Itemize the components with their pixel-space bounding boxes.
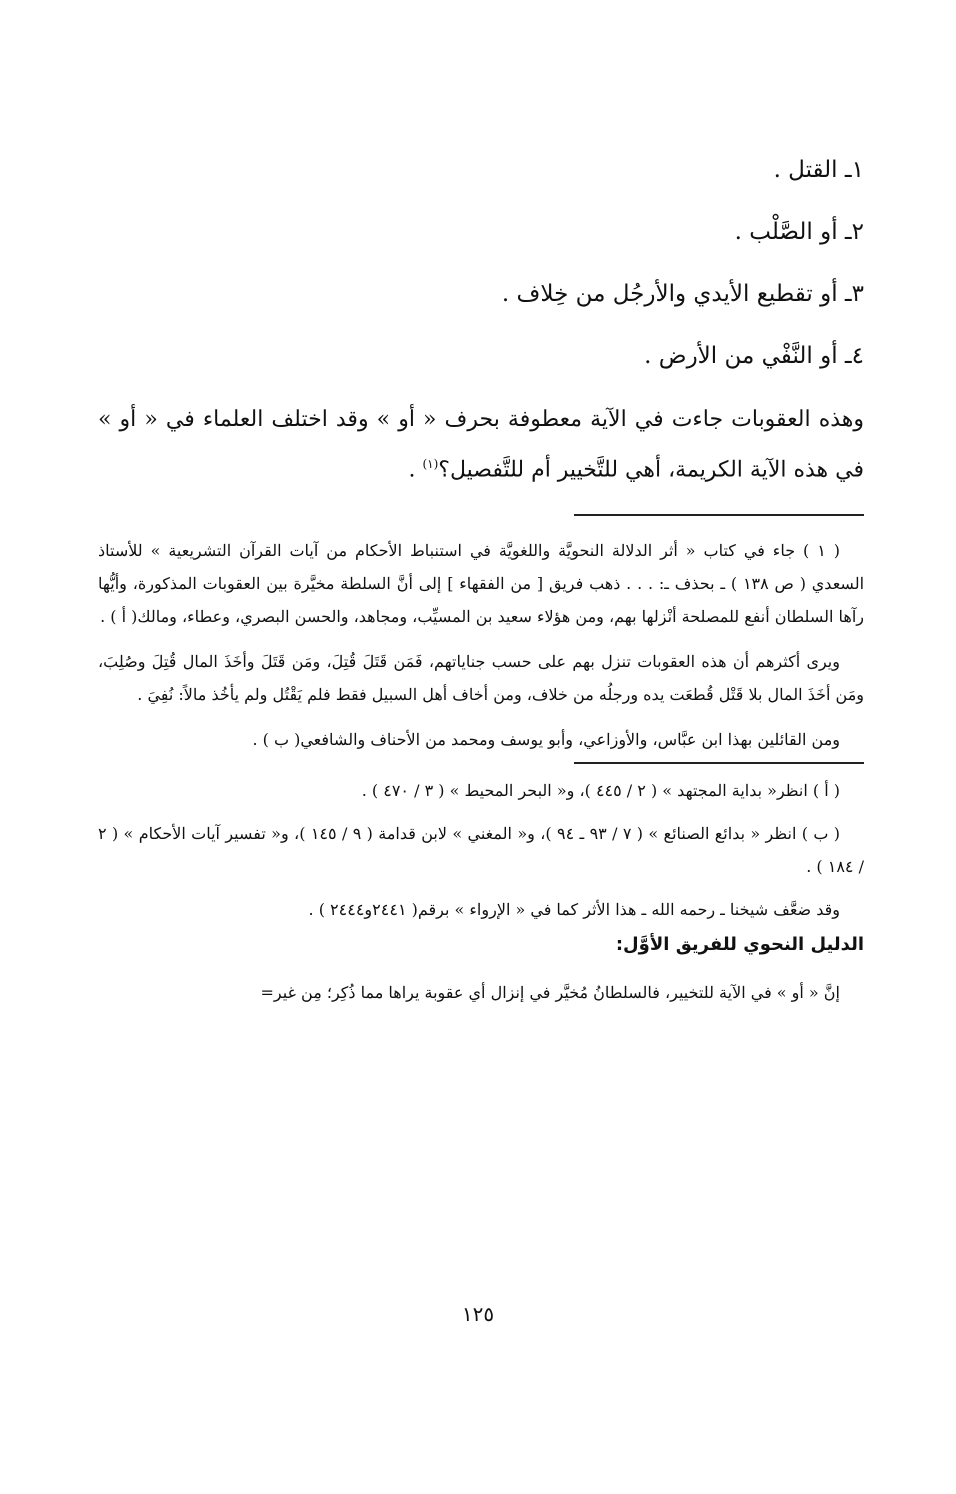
footnote-separator bbox=[574, 514, 864, 516]
main-paragraph-end: . bbox=[408, 457, 423, 483]
sub-footnote-a: ( أ ) انظر« بداية المجتهد » ( ٢ / ٤٤٥ )، و« البحر المحيط » ( ٣ / ٤٧٠ ) . bbox=[361, 781, 840, 801]
section-heading: الدليل النحوي للفريق الأوَّل: bbox=[615, 934, 864, 956]
footnote-paragraph-5: إنَّ « أو » في الآية للتخيير، فالسلطانُ مُخيَّر في إنزال أي عقوبة يراها مما ذُكِر؛ مِن غير= bbox=[260, 983, 840, 1003]
footnote-block bbox=[98, 534, 864, 1009]
footnote-reference: (١) bbox=[422, 457, 439, 471]
list-item-4: ٤ـ أو النَّفْي من الأرض . bbox=[644, 343, 864, 369]
footnote-paragraph-1: ( ١ ) جاء في كتاب « أثر الدلالة النحويَّة واللغويَّة في استنباط الأحكام من آيات القرآن التشريعية » للأستاذ السعدي ( ص ١٣٨ ) ـ بحذف ـ: . . . ذهب فريق [ من الفقهاء ] إلى أنَّ السلطة مخيَّرة بين العقوبات المذكورة، وأيُّها رآها السلطان أنفع للمصلحة أنْزلها بهم، ومن هؤلاء سعيد بن المسيِّب، ومجاهد، والحسن البصري، وعطاء، ومالك( أ ) . bbox=[98, 541, 865, 627]
list-item-1: ١ـ القتل . bbox=[773, 157, 864, 183]
sub-footnote-separator bbox=[574, 762, 864, 764]
footnote-paragraph-3: ومن القائلين بهذا ابن عبَّاس، والأوزاعي، وأبو يوسف ومحمد من الأحناف والشافعي( ب ) . bbox=[252, 730, 840, 750]
footnote-paragraph-4: وقد ضعَّف شيخنا ـ رحمه الله ـ هذا الأثر كما في « الإرواء » برقم( ٢٤٤١و٢٤٤٤ ) . bbox=[308, 900, 840, 920]
page-number: ١٢٥ bbox=[461, 1302, 495, 1326]
main-paragraph bbox=[98, 398, 864, 492]
footnote-paragraph-2: ويرى أكثرهم أن هذه العقوبات تنزل بهم على حسب جناياتهم، فَمَن قَتَلَ قُتِلَ، ومَن قَتَلَ وأخَذَ المال قُتِلَ وصُلِبَ، ومَن أخَذَ المال بلا قَتْل قُطعَت يده ورجلُه من خلاف، ومن أخاف أهل السبيل فقط فلم يَقْتُل ولم يأخُذ مالاً: نُفِيَ . bbox=[98, 652, 864, 705]
list-item-2: ٢ـ أو الصَّلْب . bbox=[734, 219, 864, 245]
main-paragraph-text: وهذه العقوبات جاءت في الآية معطوفة بحرف « أو » وقد اختلف العلماء في « أو » في هذه الآية الكريمة، أهي للتَّخيير أم للتَّفصيل؟ bbox=[98, 407, 864, 483]
page-content bbox=[98, 150, 864, 1021]
list-item-3: ٣ـ أو تقطيع الأيدي والأرجُل من خِلاف . bbox=[501, 281, 864, 307]
sub-footnote-b: ( ب ) انظر « بدائع الصنائع » ( ٧ / ٩٣ ـ ٩٤ )، و« المغني » لابن قدامة ( ٩ / ١٤٥ )، و« تفسير آيات الأحكام » ( ٢ / ١٨٤ ) . bbox=[98, 824, 864, 877]
